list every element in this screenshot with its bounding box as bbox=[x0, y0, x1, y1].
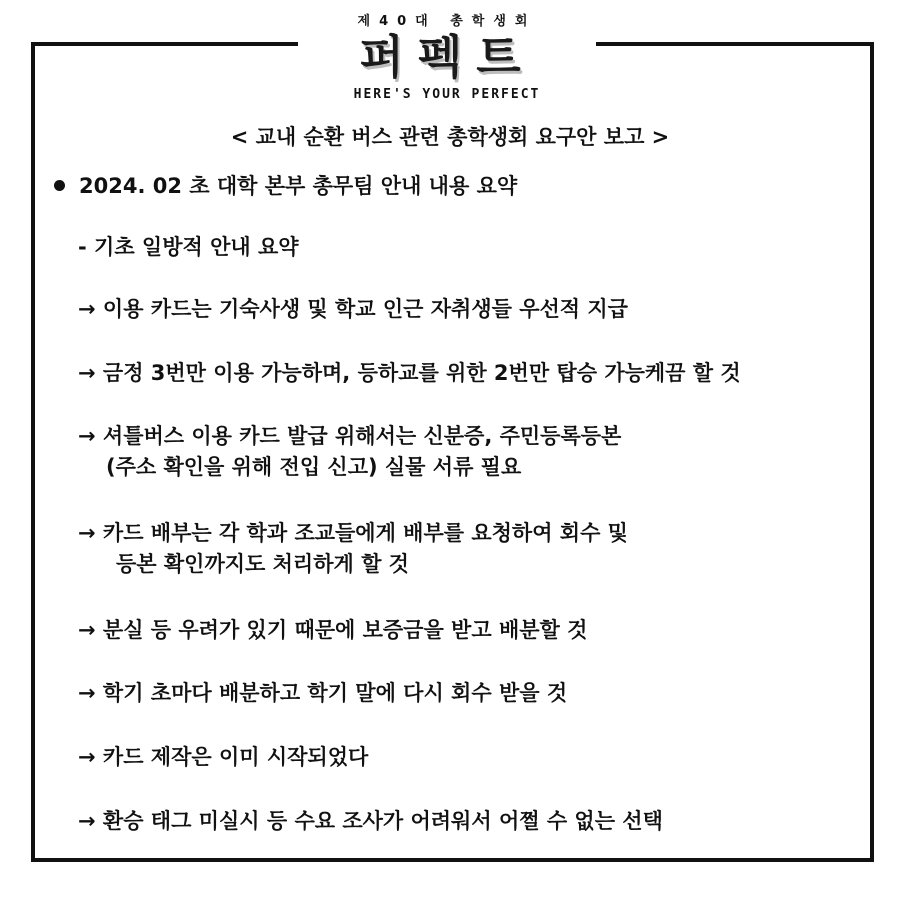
list-item bbox=[78, 294, 628, 325]
list-item bbox=[78, 742, 368, 773]
header-logo-block bbox=[298, 0, 596, 108]
logo-text: 퍼펙트 bbox=[359, 30, 535, 84]
section-heading-text: 2024. 02 초 대학 본부 총무팀 안내 내용 요약 bbox=[79, 174, 518, 198]
list-item bbox=[78, 518, 628, 580]
report-title: < 교내 순환 버스 관련 총학생회 요구안 보고 > bbox=[230, 125, 670, 149]
list-item-text: → 이용 카드는 기숙사생 및 학교 인근 자취생들 우선적 지급 bbox=[78, 297, 628, 321]
list-item-text: → 셔틀버스 이용 카드 발급 위해서는 신분증, 주민등록등본 bbox=[78, 424, 622, 448]
list-item bbox=[78, 615, 587, 646]
council-label: 제40대 총학생회 bbox=[357, 14, 537, 29]
list-item-text: → 카드 배부는 각 학과 조교들에게 배부를 요청하여 회수 및 bbox=[78, 521, 628, 545]
list-item bbox=[78, 806, 663, 837]
list-item bbox=[78, 678, 567, 709]
section-heading bbox=[54, 170, 517, 200]
list-item bbox=[78, 232, 299, 263]
list-item-text: → 금정 3번만 이용 가능하며, 등하교를 위한 2번만 탑승 가능케끔 할 것 bbox=[78, 361, 741, 385]
list-item-continuation: (주소 확인을 위해 전입 신고) 실물 서류 필요 bbox=[106, 455, 522, 479]
logo-tagline: HERE'S YOUR PERFECT bbox=[353, 87, 541, 102]
list-item bbox=[78, 421, 621, 483]
list-item-continuation: 등본 확인까지도 처리하게 할 것 bbox=[116, 552, 409, 576]
list-item-text: → 환승 태그 미실시 등 수요 조사가 어려워서 어쩔 수 없는 선택 bbox=[78, 809, 663, 833]
list-item-text: → 학기 초마다 배분하고 학기 말에 다시 회수 받을 것 bbox=[78, 681, 568, 705]
list-item bbox=[78, 358, 741, 389]
list-item-text: - 기초 일방적 안내 요약 bbox=[78, 235, 299, 259]
list-item-text: → 카드 제작은 이미 시작되었다 bbox=[78, 745, 369, 769]
bullet-icon bbox=[54, 180, 65, 191]
list-item-text: → 분실 등 우려가 있기 때문에 보증금을 받고 배분할 것 bbox=[78, 618, 588, 642]
